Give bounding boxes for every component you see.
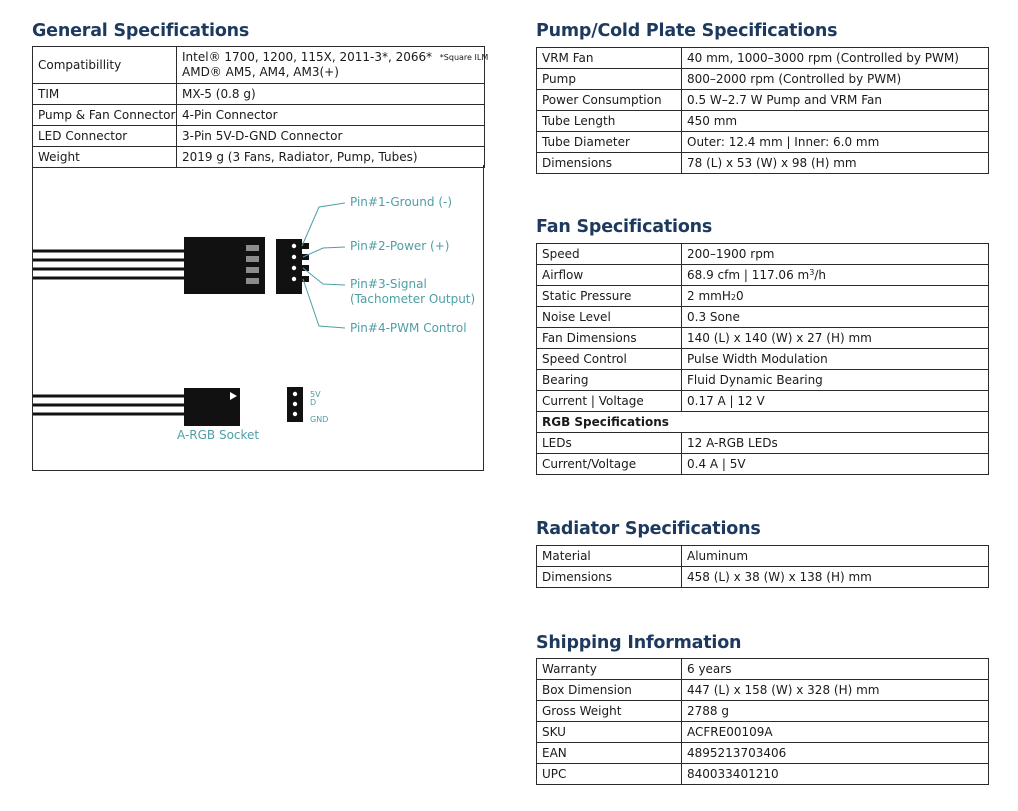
compat-amd: AMD® AM5, AM4, AM3(+): [182, 65, 339, 79]
spec-label: Bearing: [537, 370, 682, 391]
spec-label: LED Connector: [33, 126, 177, 147]
general-specs-table: [32, 46, 489, 168]
spec-label: Current | Voltage: [537, 391, 682, 412]
spec-label: Tube Length: [537, 111, 682, 132]
table-row: [537, 349, 989, 370]
spec-value: 0.5 W–2.7 W Pump and VRM Fan: [682, 90, 989, 111]
spec-value: 450 mm: [682, 111, 989, 132]
pressure-value: 2 mmH: [687, 289, 731, 303]
spec-value: ACFRE00109A: [682, 722, 989, 743]
spec-value: 6 years: [682, 659, 989, 680]
spec-label: Static Pressure: [537, 286, 682, 307]
spec-value: [177, 47, 489, 84]
table-row: [537, 391, 989, 412]
argb-cable-wires: [33, 396, 185, 414]
spec-value: 2019 g (3 Fans, Radiator, Pump, Tubes): [177, 147, 485, 168]
spec-label: Gross Weight: [537, 701, 682, 722]
pressure-subscript: 2: [730, 293, 736, 302]
argb-socket-label: A-RGB Socket: [177, 428, 260, 442]
spec-value: 800–2000 rpm (Controlled by PWM): [682, 69, 989, 90]
spec-label: Speed: [537, 244, 682, 265]
spec-value: 447 (L) x 158 (W) x 328 (H) mm: [682, 680, 989, 701]
spec-label: Dimensions: [537, 567, 682, 588]
spec-label: Material: [537, 546, 682, 567]
spec-value: [682, 265, 989, 286]
compat-note: *Square ILM: [439, 53, 489, 62]
spec-label: Power Consumption: [537, 90, 682, 111]
spec-label: VRM Fan: [537, 48, 682, 69]
table-row: [537, 454, 989, 475]
cubic-superscript: 3: [809, 268, 815, 277]
table-row: [537, 111, 989, 132]
spec-value: 3-Pin 5V-D-GND Connector: [177, 126, 485, 147]
spec-label: Pump & Fan Connector: [33, 105, 177, 126]
spec-value: Aluminum: [682, 546, 989, 567]
spec-value: 0.4 A | 5V: [682, 454, 989, 475]
table-row: [537, 567, 989, 588]
spec-value: 78 (L) x 53 (W) x 98 (H) mm: [682, 153, 989, 174]
spec-label: Warranty: [537, 659, 682, 680]
spec-value: 2788 g: [682, 701, 989, 722]
table-row: [537, 153, 989, 174]
spec-value: Outer: 12.4 mm | Inner: 6.0 mm: [682, 132, 989, 153]
spec-label: LEDs: [537, 433, 682, 454]
table-row: [537, 370, 989, 391]
spec-value: 4895213703406: [682, 743, 989, 764]
rgb-section-heading: RGB Specifications: [537, 412, 989, 433]
spec-label: Box Dimension: [537, 680, 682, 701]
spec-label: Airflow: [537, 265, 682, 286]
airflow-value: 68.9 cfm | 117.06 m: [687, 268, 810, 282]
connector-diagram: [32, 165, 484, 471]
spec-value: 4-Pin Connector: [177, 105, 485, 126]
airflow-unit: /h: [814, 268, 826, 282]
pin-d-label: D: [310, 398, 317, 407]
spec-label: SKU: [537, 722, 682, 743]
spec-label: Tube Diameter: [537, 132, 682, 153]
table-row: [537, 48, 989, 69]
pin2-label: Pin#2-Power (+): [350, 239, 450, 253]
spec-label: TIM: [33, 84, 177, 105]
table-row: [33, 105, 485, 126]
spec-value: 458 (L) x 38 (W) x 138 (H) mm: [682, 567, 989, 588]
fan-specs-heading: Fan Specifications: [536, 217, 713, 237]
table-row: [537, 132, 989, 153]
spec-label: Noise Level: [537, 307, 682, 328]
table-row: [537, 659, 989, 680]
table-section-row: [537, 412, 989, 433]
table-row: [537, 680, 989, 701]
spec-value: MX-5 (0.8 g): [177, 84, 485, 105]
spec-value: 200–1900 rpm: [682, 244, 989, 265]
pin1-label: Pin#1-Ground (-): [350, 195, 453, 209]
spec-value: 840033401210: [682, 764, 989, 785]
table-row: [537, 286, 989, 307]
spec-value: 140 (L) x 140 (W) x 27 (H) mm: [682, 328, 989, 349]
spec-value: [682, 286, 989, 307]
table-row: [537, 265, 989, 286]
spec-label: EAN: [537, 743, 682, 764]
general-specs-heading: General Specifications: [32, 21, 250, 41]
spec-label: Compatibillity: [33, 47, 177, 84]
pin3-label: Pin#3-Signal: [350, 277, 427, 291]
table-row: [537, 546, 989, 567]
shipping-info-table: [536, 658, 989, 785]
spec-value: Pulse Width Modulation: [682, 349, 989, 370]
spec-value: 0.17 A | 12 V: [682, 391, 989, 412]
table-row: [537, 433, 989, 454]
compat-intel: Intel® 1700, 1200, 115X, 2011-3*, 2066*: [182, 50, 433, 64]
spec-label: Fan Dimensions: [537, 328, 682, 349]
table-row: [537, 764, 989, 785]
pin3-sublabel: (Tachometer Output): [350, 292, 476, 306]
table-row: [537, 328, 989, 349]
table-row: [537, 244, 989, 265]
spec-value: 40 mm, 1000–3000 rpm (Controlled by PWM): [682, 48, 989, 69]
connector-illustration: [33, 165, 485, 471]
spec-value: Fluid Dynamic Bearing: [682, 370, 989, 391]
spec-label: UPC: [537, 764, 682, 785]
fan-specs-table: [536, 243, 989, 475]
shipping-info-heading: Shipping Information: [536, 633, 742, 653]
spec-label: Weight: [33, 147, 177, 168]
fan-header: [276, 239, 302, 294]
spec-value: 12 A-RGB LEDs: [682, 433, 989, 454]
spec-label: Current/Voltage: [537, 454, 682, 475]
spec-label: Pump: [537, 69, 682, 90]
table-row: [537, 722, 989, 743]
table-row: [537, 743, 989, 764]
radiator-specs-table: [536, 545, 989, 588]
pump-specs-table: [536, 47, 989, 174]
pump-specs-heading: Pump/Cold Plate Specifications: [536, 21, 838, 41]
pin-gnd-label: GND: [310, 415, 329, 424]
pressure-unit: 0: [735, 289, 744, 303]
table-row: [33, 126, 485, 147]
table-row: [33, 84, 485, 105]
table-row: [537, 90, 989, 111]
radiator-specs-heading: Radiator Specifications: [536, 519, 761, 539]
table-row: [537, 69, 989, 90]
spec-label: Speed Control: [537, 349, 682, 370]
table-row: [537, 307, 989, 328]
spec-value: 0.3 Sone: [682, 307, 989, 328]
table-row: [537, 701, 989, 722]
pin-5v-label: 5V: [310, 390, 321, 399]
spec-label: Dimensions: [537, 153, 682, 174]
pin4-label: Pin#4-PWM Control: [350, 321, 467, 335]
fan-cable-wires: [33, 251, 185, 278]
table-row: [33, 47, 485, 84]
